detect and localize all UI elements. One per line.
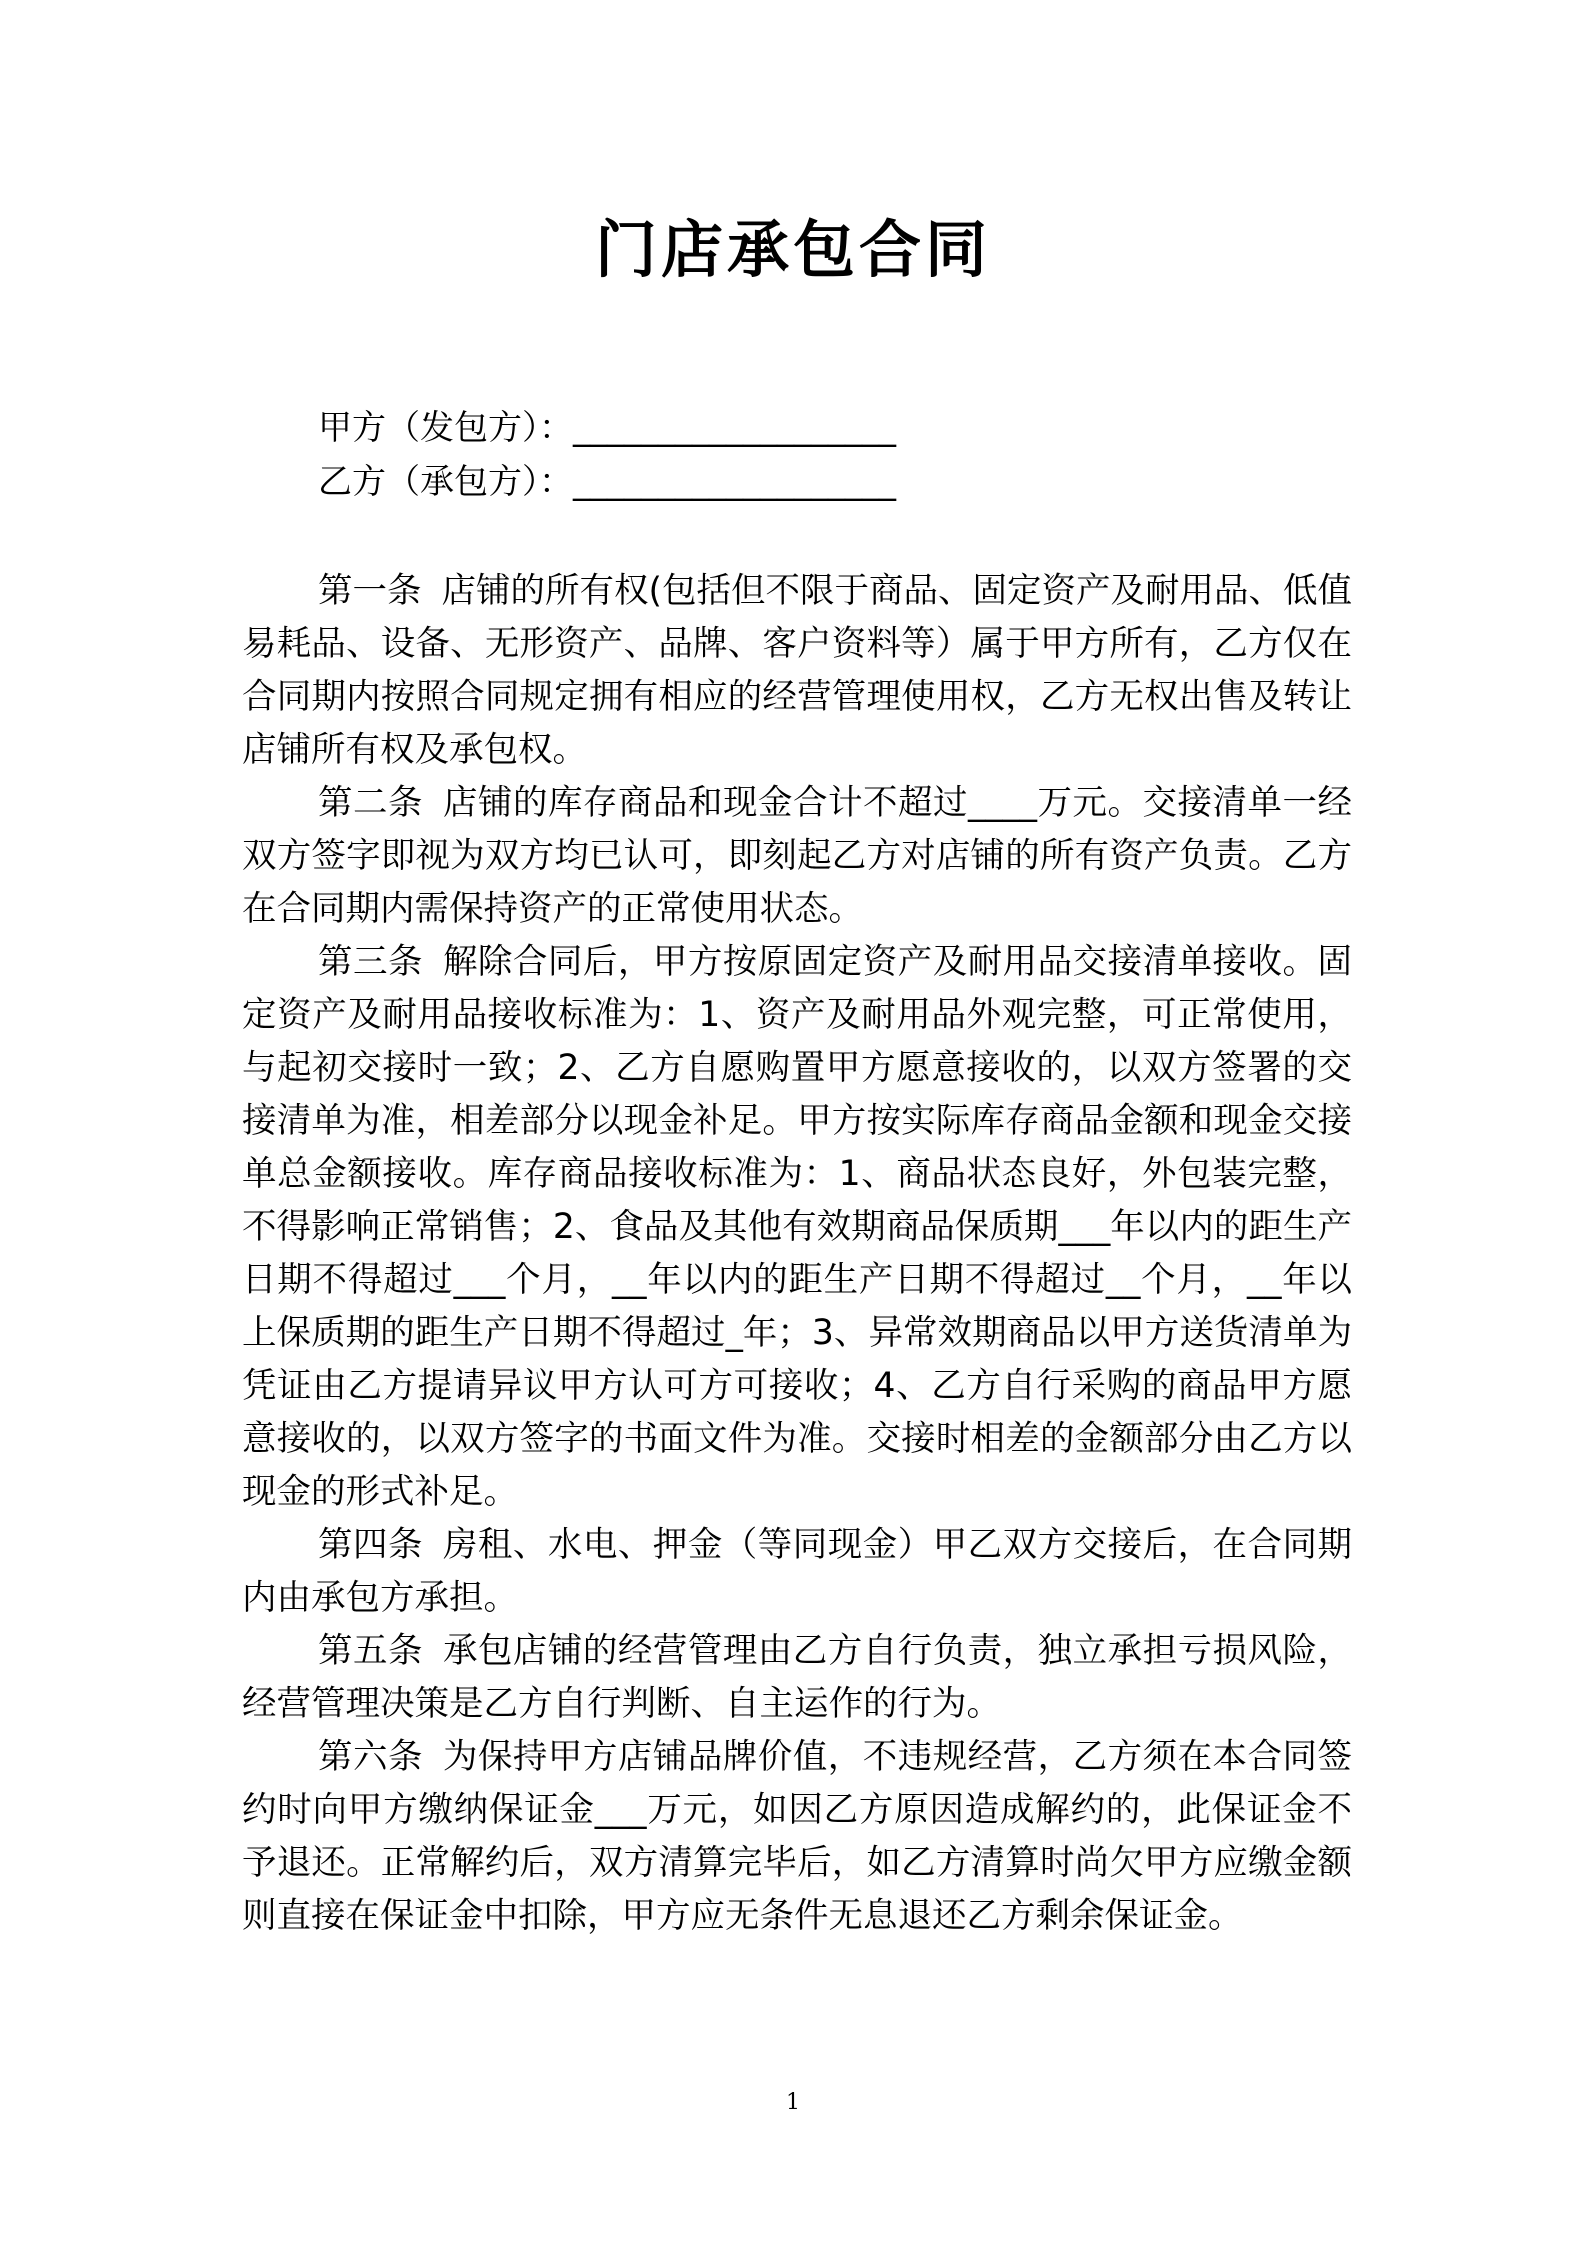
article-2 [242,777,1352,936]
article-5 [242,1625,1352,1731]
document-title: 门店承包合同 [594,213,991,286]
article-text: 解除合同后，甲方按原固定资产及耐用品交接清单接收。固定资产及耐用品接收标准为：1、资产及耐用品外观完整，可正常使用，与起初交接时一致；2、乙方自愿购置甲方愿意接收的，以双方签署的交接清单为准，相差部分以现金补足。甲方按实际库存商品金额和现金交接单总金额接收。库存商品接收标准为：1、商品状态良好，外包装完整，不得影响正常销售；2、食品及其他有效期商品保质期___年以内的距生产日期不得超过___个月，__年以内的距生产日期不得超过__个月，__年以上保质期的距生产日期不得超过_年；3、异常效期商品以甲方送货清单为凭证由乙方提请异议甲方认可方可接收；4、乙方自行采购的商品甲方愿意接收的，以双方签字的书面文件为准。交接时相差的金额部分由乙方以现金的形式补足。 [242,942,1353,1512]
article-1 [242,565,1352,777]
article-label: 第三条 [318,942,423,982]
article-label: 第二条 [318,783,423,823]
article-label: 第四条 [318,1525,423,1565]
party-a-line: 甲方（发包方）：___________________ [318,408,896,448]
party-b-line: 乙方（承包方）：___________________ [318,462,896,502]
contract-body [242,565,1352,1943]
article-text: 店铺的库存商品和现金合计不超过____万元。交接清单一经双方签字即视为双方均已认可，即刻起乙方对店铺的所有资产负责。乙方在合同期内需保持资产的正常使用状态。 [242,783,1352,929]
article-label: 第五条 [318,1631,423,1671]
article-text: 店铺的所有权(包括但不限于商品、固定资产及耐用品、低值易耗品、设备、无形资产、品牌、客户资料等）属于甲方所有，乙方仅在合同期内按照合同规定拥有相应的经营管理使用权，乙方无权出售及转让店铺所有权及承包权。 [242,571,1353,770]
article-6 [242,1731,1352,1943]
article-text: 房租、水电、押金（等同现金）甲乙双方交接后，在合同期内由承包方承担。 [242,1525,1353,1618]
article-text: 承包店铺的经营管理由乙方自行负责，独立承担亏损风险，经营管理决策是乙方自行判断、自主运作的行为。 [242,1631,1353,1724]
article-text: 为保持甲方店铺品牌价值，不违规经营，乙方须在本合同签约时向甲方缴纳保证金___万元，如因乙方原因造成解约的，此保证金不予退还。正常解约后，双方清算完毕后，如乙方清算时尚欠甲方应缴金额则直接在保证金中扣除，甲方应无条件无息退还乙方剩余保证金。 [242,1737,1353,1936]
article-4 [242,1519,1352,1625]
article-label: 第六条 [318,1737,423,1777]
article-label: 第一条 [318,571,422,611]
page-number: 1 [786,2090,800,2115]
article-3 [242,936,1352,1519]
